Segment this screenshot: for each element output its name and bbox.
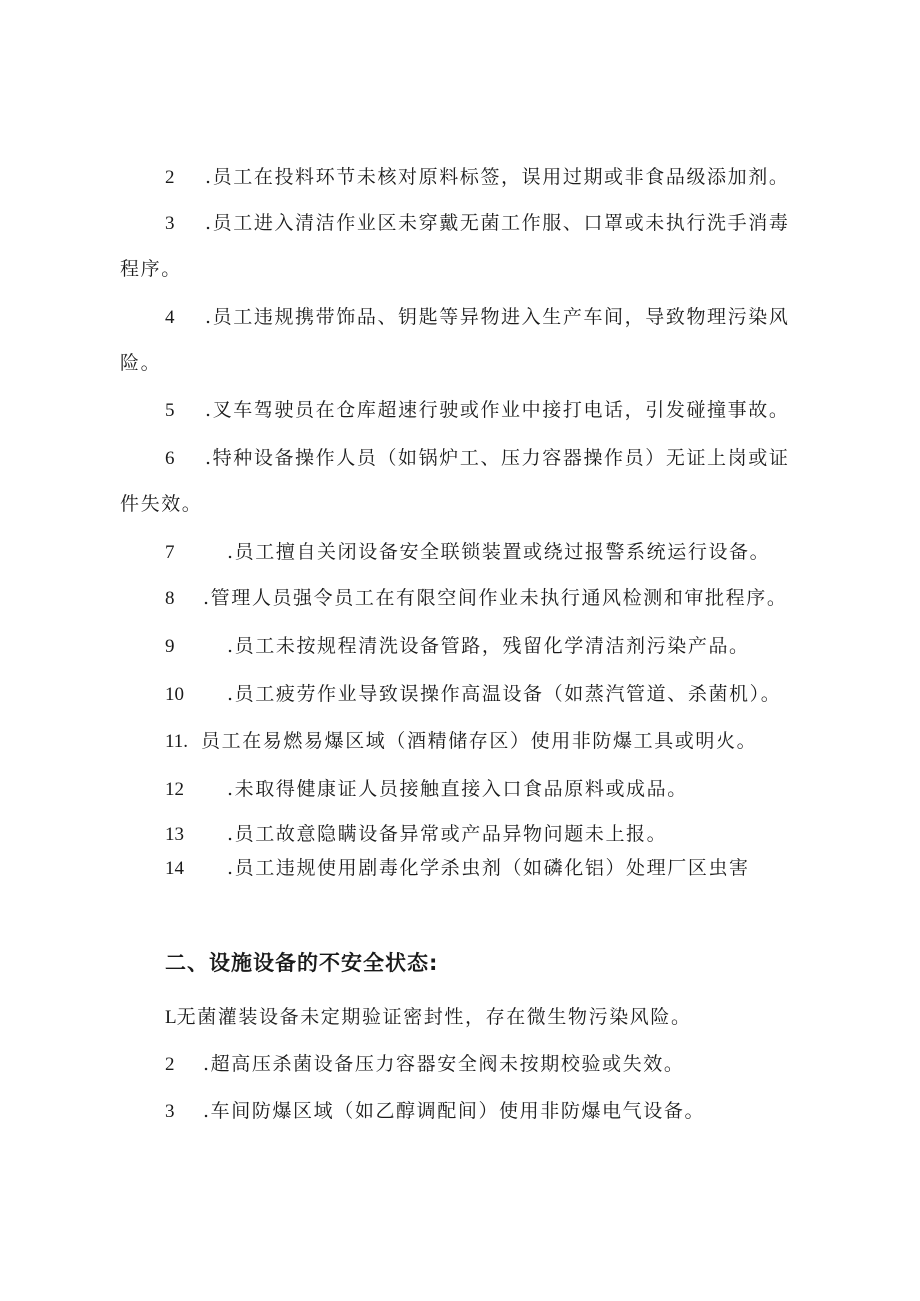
- item-text: .员工违规携带饰品、钥匙等异物进入生产车间，导致物理污染风: [205, 306, 790, 328]
- list-item: [165, 398, 789, 423]
- list-item: [165, 446, 789, 471]
- list-item: [165, 1052, 684, 1077]
- section-heading: 二、设施设备的不安全状态:: [165, 951, 439, 975]
- item-number: 12: [165, 779, 184, 800]
- item-number: 2: [165, 167, 175, 188]
- list-item-continuation: [120, 257, 182, 281]
- list-item: [165, 165, 789, 190]
- item-number: 14: [165, 858, 184, 879]
- item-text: .叉车驾驶员在仓库超速行驶或作业中接打电话，引发碰撞事故。: [205, 399, 790, 421]
- list-item-continuation: [120, 351, 161, 375]
- item-text: .管理人员强令员工在有限空间作业未执行通风检测和审批程序。: [203, 587, 788, 609]
- list-item: [165, 729, 757, 754]
- item-text: .员工进入清洁作业区未穿戴无菌工作服、口罩或未执行洗手消毒: [205, 212, 790, 234]
- item-text: .未取得健康证人员接触直接入口食品原料或成品。: [227, 778, 688, 800]
- list-item: [165, 856, 750, 881]
- item-text: 员工在易燃易爆区域（酒精储存区）使用非防爆工具或明火。: [201, 730, 758, 752]
- item-text: .员工违规使用剧毒化学杀虫剂（如磷化铝）处理厂区虫害: [227, 857, 750, 879]
- item-text: .特种设备操作人员（如锅炉工、压力容器操作员）无证上岗或证: [205, 447, 790, 469]
- item-text: .员工疲劳作业导致误操作高温设备（如蒸汽管道、杀菌机）。: [227, 683, 782, 705]
- item-number: L: [165, 1007, 177, 1028]
- list-item: [165, 777, 688, 802]
- list-item: [165, 682, 781, 707]
- list-item: [165, 540, 770, 565]
- item-text: .超高压杀菌设备压力容器安全阀未按期校验或失效。: [203, 1053, 685, 1075]
- item-number: 3: [165, 1101, 175, 1122]
- item-text: .车间防爆区域（如乙醇调配间）使用非防爆电气设备。: [203, 1100, 706, 1122]
- list-item: [165, 1005, 692, 1030]
- item-number: 7: [165, 542, 175, 563]
- item-number: 5: [165, 400, 175, 421]
- item-text: .员工在投料环节未核对原料标签，误用过期或非食品级添加剂。: [205, 166, 790, 188]
- item-number: 3: [165, 213, 175, 234]
- item-text: .员工未按规程清洗设备管路，残留化学清洁剂污染产品。: [227, 635, 750, 657]
- item-text: .员工故意隐瞒设备异常或产品异物问题未上报。: [227, 823, 668, 845]
- list-item: [165, 1099, 705, 1124]
- item-number: 10: [165, 684, 184, 705]
- item-text: .员工擅自关闭设备安全联锁装置或绕过报警系统运行设备。: [227, 541, 771, 563]
- item-number: 2: [165, 1054, 175, 1075]
- list-item: [165, 305, 789, 330]
- item-number: 11.: [165, 731, 189, 752]
- item-text-continued: 程序。: [120, 258, 182, 280]
- item-number: 9: [165, 636, 175, 657]
- item-text-continued: 险。: [120, 352, 162, 374]
- item-text: 无菌灌装设备未定期验证密封性，存在微生物污染风险。: [176, 1006, 692, 1028]
- list-item: [165, 634, 750, 659]
- list-item-continuation: [120, 492, 202, 516]
- item-number: 6: [165, 448, 175, 469]
- list-item: [165, 211, 789, 236]
- item-number: 8: [165, 588, 175, 609]
- item-number: 4: [165, 307, 175, 328]
- item-text-continued: 件失效。: [120, 493, 203, 515]
- item-number: 13: [165, 824, 184, 845]
- list-item: [165, 822, 667, 847]
- list-item: [165, 586, 787, 611]
